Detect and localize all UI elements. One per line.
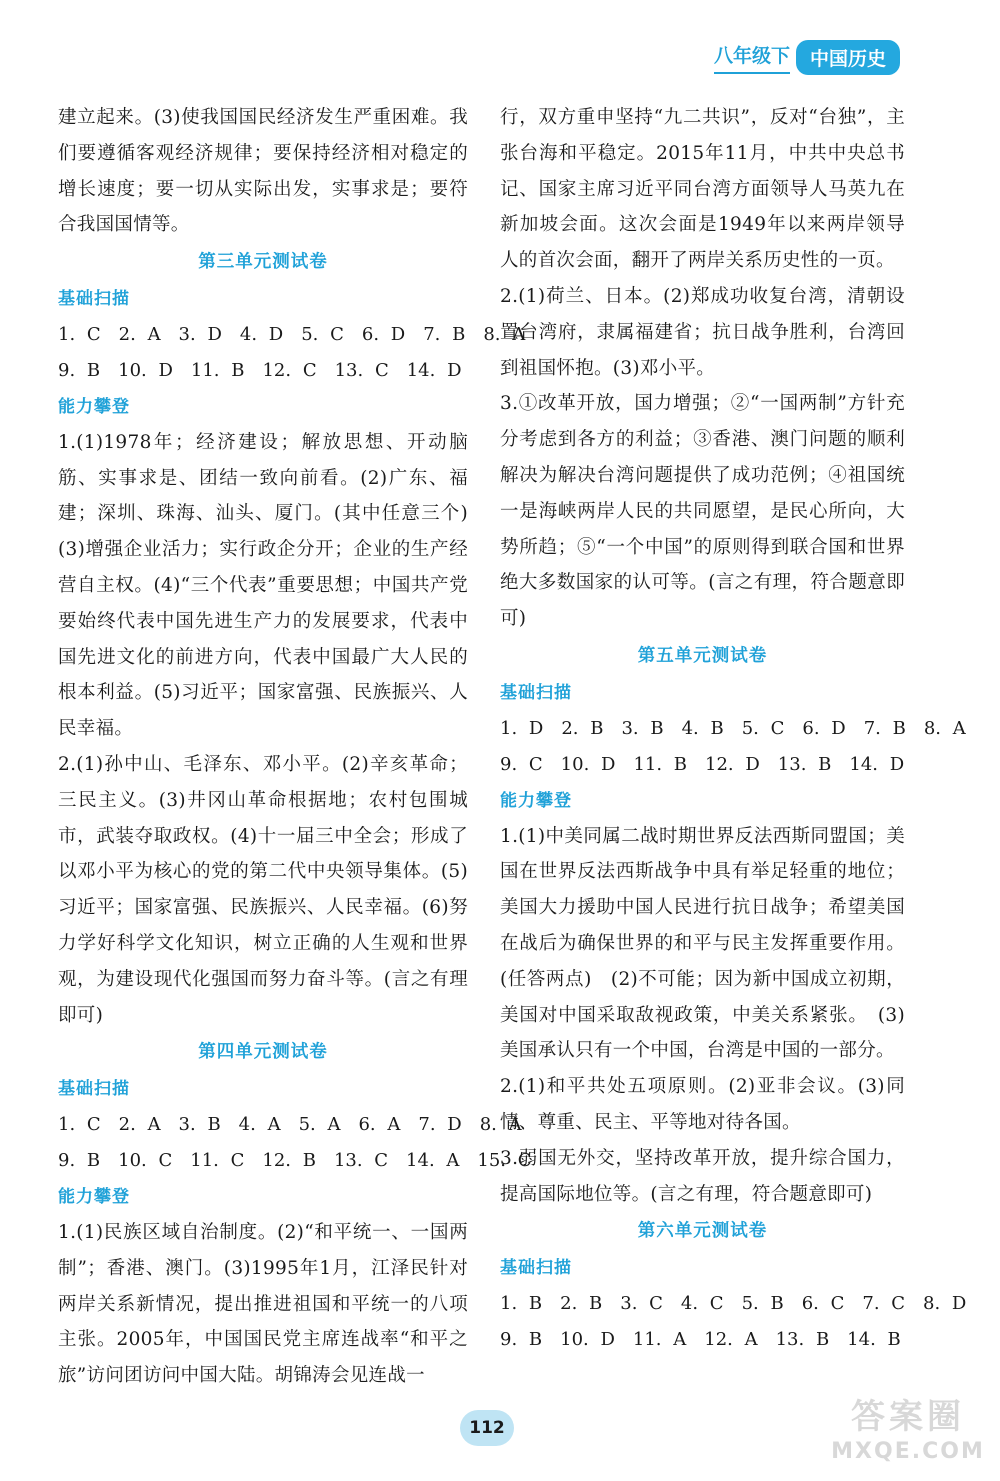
answer-row: 1. B 2. B 3. C 4. C 5. B 6. C 7. C 8. D <box>500 1293 967 1315</box>
answer-row: 9. B 10. D 11. A 12. A 13. B 14. B <box>500 1329 901 1351</box>
answer-paragraph: 建立起来。(3)使我国国民经济发生严重困难。我们要遵循客观经济规律；要保持经济相对稳定的增长速度；要一切从实际出发，实事求是；要符合我国国情等。 <box>58 107 468 236</box>
unit-title: 第五单元测试卷 <box>637 645 768 666</box>
left-column <box>58 100 532 1394</box>
answer-row: 9. B 10. C 11. C 12. B 13. C 14. A 15. C <box>58 1150 532 1172</box>
subject-badge: 中国历史 <box>796 40 900 75</box>
answer-paragraph: 2.(1)和平共处五项原则。(2)亚非会议。(3)同情、尊重、民主、平等地对待各国。 <box>500 1076 905 1133</box>
answer-paragraph: 1.(1)中美同属二战时期世界反法西斯同盟国；美国在世界反法西斯战争中具有举足轻重的地位；美国大力援助中国人民进行抗日战争；希望美国在战后为确保世界的和平与民主发挥重要作用。(任答两点) (2)不可能；因为新中国成立初期，美国对中国采取敌视政策，中美关系紧张。 (3)美国承认只有一个中国，台湾是中国的一部分。 <box>500 825 905 1062</box>
answer-paragraph: 2.(1)荷兰、日本。(2)郑成功收复台湾，清朝设置台湾府，隶属福建省；抗日战争胜利，台湾回到祖国怀抱。(3)邓小平。 <box>500 285 905 379</box>
section-heading: 基础扫描 <box>58 289 130 310</box>
unit-title: 第六单元测试卷 <box>637 1221 768 1242</box>
grade-label: 八年级下 <box>714 41 790 74</box>
answer-row: 1. C 2. A 3. D 4. D 5. C 6. D 7. B 8. A <box>58 324 526 346</box>
watermark-text: 答案圈 <box>851 1397 965 1437</box>
page-number: 112 <box>460 1410 514 1446</box>
unit-title: 第四单元测试卷 <box>198 1042 328 1063</box>
section-heading: 基础扫描 <box>500 1258 572 1279</box>
page-header <box>714 40 900 75</box>
section-heading: 能力攀登 <box>500 790 572 811</box>
answer-paragraph: 3.弱国无外交，坚持改革开放，提升综合国力，提高国际地位等。(言之有理，符合题意即可) <box>500 1147 905 1205</box>
answer-row: 1. C 2. A 3. B 4. A 5. A 6. A 7. D 8. A <box>58 1114 522 1136</box>
section-heading: 基础扫描 <box>500 682 572 703</box>
answer-paragraph: 1.(1)1978年；经济建设；解放思想、开动脑筋、实事求是、团结一致向前看。(2)广东、福建；深圳、珠海、汕头、厦门。(其中任意三个)(3)增强企业活力；实行政企分开；企业的生产经营自主权。(4)“三个代表”重要思想；中国共产党要始终代表中国先进生产力的发展要求，代表中国先进文化的前进方向，代表中国最广大人民的根本利益。(5)习近平；国家富强、民族振兴、人民幸福。 <box>58 431 468 740</box>
section-heading: 能力攀登 <box>58 396 130 417</box>
watermark-url: MXQE.COM <box>831 1439 985 1464</box>
answer-row: 9. B 10. D 11. B 12. C 13. C 14. D <box>58 359 462 381</box>
answer-row: 1. D 2. B 3. B 4. B 5. C 6. D 7. B 8. A <box>500 717 966 739</box>
section-heading: 基础扫描 <box>58 1079 130 1100</box>
watermark-logo <box>828 1395 988 1475</box>
right-column <box>500 100 967 1358</box>
answer-paragraph: 3.①改革开放，国力增强；②“一国两制”方针充分考虑到各方的利益；③香港、澳门问题的顺利解决为解决台湾问题提供了成功范例；④祖国统一是海峡两岸人民的共同愿望，是民心所向，大势所趋；⑤“一个中国”的原则得到联合国和世界绝大多数国家的认可等。(言之有理，符合题意即可) <box>500 393 905 630</box>
answer-paragraph: 1.(1)民族区域自治制度。(2)“和平统一、一国两制”；香港、澳门。(3)1995年1月，江泽民针对两岸关系新情况，提出推进祖国和平统一的八项主张。2005年，中国国民党主席连战率“和平之旅”访问团访问中国大陆。胡锦涛会见连战一 <box>58 1221 468 1387</box>
answer-paragraph: 行，双方重申坚持“九二共识”，反对“台独”，主张台海和平稳定。2015年11月，中共中央总书记、国家主席习近平同台湾方面领导人马英九在新加坡会面。这次会面是1949年以来两岸领导人的首次会面，翻开了两岸关系历史性的一页。 <box>500 107 905 272</box>
section-heading: 能力攀登 <box>58 1186 130 1207</box>
unit-title: 第三单元测试卷 <box>198 252 328 273</box>
answer-paragraph: 2.(1)孙中山、毛泽东、邓小平。(2)辛亥革命；三民主义。(3)井冈山革命根据地；农村包围城市，武装夺取政权。(4)十一届三中全会；形成了以邓小平为核心的党的第二代中央领导集体。(5)习近平；国家富强、民族振兴、人民幸福。(6)努力学好科学文化知识，树立正确的人生观和世界观，为建设现代化强国而努力奋斗等。(言之有理即可) <box>58 753 468 1026</box>
answer-row: 9. C 10. D 11. B 12. D 13. B 14. D <box>500 753 905 775</box>
